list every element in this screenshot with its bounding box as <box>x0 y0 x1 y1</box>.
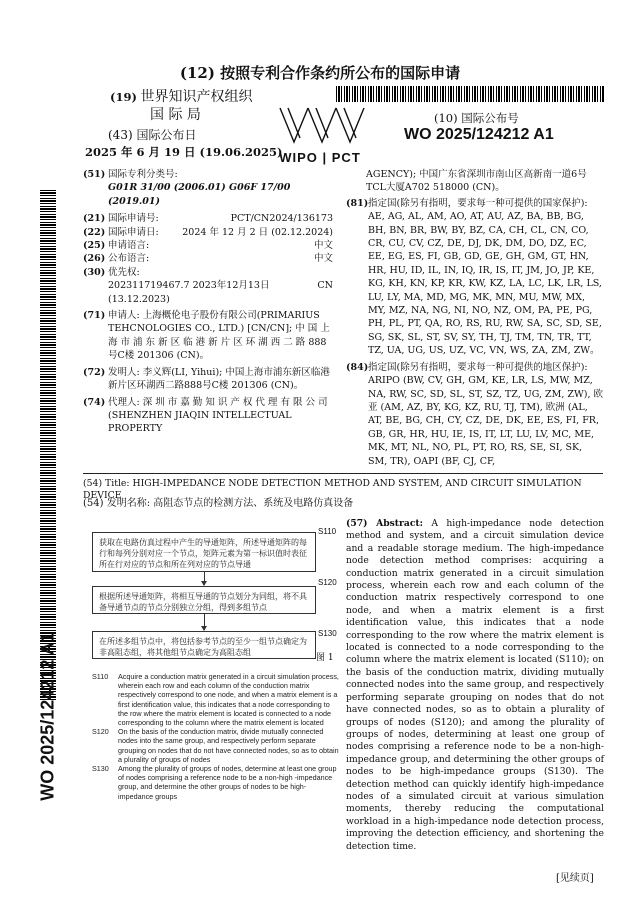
field-22: (22) 国际申请日: 2024 年 12 月 2 日 (02.12.2024) <box>83 226 333 238</box>
legend-item: S120 On the basis of the conduction matrix, divide mutually connected nodes into the same group, and respectively perform separate grouping on nodes that do not have connected nodes, so as to obtain a plurality of groups of nodes <box>92 727 339 764</box>
top-barcode <box>336 86 604 102</box>
pubdate: 2025 年 6 月 19 日 (19.06.2025) <box>85 145 283 159</box>
left-column <box>83 168 333 436</box>
field-72: (72) 发明人: 李义辉(LI, Yihui); 中国上海市浦东新区临港新片区环湖西二路888号C楼 201306 (CN)。 <box>83 366 330 392</box>
right-column <box>346 168 604 468</box>
field-74: (74) 代理人: 深 圳 市 嘉 勤 知 识 产 权 代 理 有 限 公 司 (SHENZHEN JIAQIN INTELLECTUAL PROPERTY <box>83 396 328 435</box>
org-name: 世界知识产权组织 <box>140 89 253 105</box>
flow-arrow <box>204 614 205 630</box>
org-sub: 国 际 局 <box>150 107 201 123</box>
title-54-zh: (54) 发明名称: 高阻态节点的检测方法、系统及电路仿真设备 <box>83 498 354 509</box>
legend-item: S110 Acquire a conduction matrix generated in a circuit simulation process, wherein each row and each column of the conduction matrix respectively correspond to one node, and when a matrix element is a first identification value, this indicates that a node corresponding to the row where the matrix element is located is connected to a node corresponding to the column where the matrix element is located <box>92 672 339 728</box>
pubno-label: (10) 国际公布号 <box>434 111 519 125</box>
title-54-en: (54) Title: HIGH-IMPEDANCE NODE DETECTION METHOD AND SYSTEM, AND CIRCUIT SIMULATION DEVICE <box>83 478 582 501</box>
abstract <box>346 518 604 853</box>
step-label-s120: S120 <box>318 578 337 587</box>
field-81: (81) 指定国(除另有指明，要求每一种可提供的国家保护): AE, AG, AL, AM, AO, AT, AU, AZ, BA, BB, BG, BH, BN, BR, BW, BY, BZ, CA, CH, CL, CN, CO, CR, CU, CV, CZ, DE, DJ, DK, DM, DO, DZ, EC, EE, EG, ES, FI, GB, GD, GE, GH, GM, GT, HN, HR, HU, ID, IL, IN, IQ, IR, IS, IT, JM, JO, JP, KE, KG, KH, KN, KP, KR, KW, KZ, LA, LC, LK, LR, LS, LU, LY, MA, MD, MG, MK, MN, MU, MW, MX, MY, MZ, NA, NG, NI, NO, NZ, OM, PA, PE, PG, PH, PL, PT, QA, RO, RS, RU, RW, SA, SC, SD, SE, SG, SK, SL, ST, SV, SY, TH, TJ, TM, TN, TR, TT, TZ, UA, UG, US, UZ, VC, VN, WS, ZA, ZM, ZW。 <box>346 197 602 357</box>
step-label-s110: S110 <box>318 527 337 536</box>
flow-arrow <box>204 572 205 585</box>
step-box-s110: 获取在电路仿真过程中产生的导通矩阵，所述导通矩阵的每行和每列分别对应一个节点，矩阵元素为第一标识值时表征所在行对应的节点和所在列对应的节点导通 <box>92 532 316 572</box>
wipo-emblem-icon <box>272 102 368 146</box>
figure-legend <box>92 672 340 801</box>
abstract-text: A high-impedance node detection method and system, and a circuit simulation device and a readable storage medium. The high-impedance node detection method comprises: acquiring a conduction matrix generated in a circuit simulation process, wherein each row and each column of the conduction matrix respectively correspond to one node, and when a matrix element is a first identification value, this indicates that a node corresponding to the row where the matrix element is located is connected to a node corresponding to the column where the matrix element is located (S110); on the basis of the conduction matrix, dividing mutually connected nodes into the same group, and respectively performing separate grouping on nodes that do not have connected nodes, so as to obtain a plurality of groups of nodes (S120); and among the plurality of groups of nodes, determining at least one group of nodes comprising a reference node to be a non-high-impedance group, and determining the other groups of nodes to be high-impedance groups (S130). The detection method can quickly identify high-impedance nodes of a simulated circuit at various simulation moments, thereby reducing the computational workload in a high-impedance node detection process, improving the detection efficiency, and shortening the detection time. <box>346 518 605 852</box>
document-title: (12) 按照专利合作条约所公布的国际申请 <box>179 64 461 82</box>
step-box-s130: 在所述多组节点中，将包括参考节点的至少一组节点确定为非高阻态组，将其他组节点确定为高阻态组 <box>92 631 316 659</box>
field-84: (84) 指定国(除另有指明，要求每一种可提供的地区保护): ARIPO (BW, CV, GH, GM, KE, LR, LS, MW, MZ, NA, RW, SC, SD, SL, ST, SZ, TZ, UG, ZM, ZW), 欧亚 (AM, AZ, BY, KG, KZ, RU, TJ, TM), 欧洲 (AL, AT, BE, BG, CH, CY, CZ, DE, DK, EE, ES, FI, FR, GB, GR, HR, HU, IE, IS, IT, LT, LU, LV, MC, ME, MK, MT, NL, NO, PL, PT, RO, RS, SE, SI, SK, SM, TR), OAPI (BF, CJ, CF, <box>346 361 604 467</box>
field-25: (25) 申请语言: 中文 <box>83 240 333 252</box>
field-30: (30) 优先权: <box>83 266 140 278</box>
field-71: (71) 申请人: 上海概伦电子股份有限公司(PRIMARIUS TEHCNOLOGIES CO., LTD.) [CN/CN]; 中 国 上 海 市 浦 东 新 区 临 港 新 片 区 环 湖 西 二 路 888 号C楼 201306 (CN)。 <box>83 310 330 362</box>
step-box-s120: 根据所述导通矩阵，将相互导通的节点划分为同组，将不具备导通节点的节点分别独立分组，得到多组节点 <box>92 586 316 614</box>
legend-item: S130 Among the plurality of groups of nodes, determine at least one group of nodes comprising a reference node to be a non-high -impedance group, and determine the other groups of nodes to be high-impedance groups <box>92 764 337 801</box>
wipo-logo <box>272 102 368 165</box>
agency-continued: AGENCY); 中国广东省深圳市南山区高新南一道6号TCL大厦A702 518000 (CN)。 <box>366 169 587 194</box>
field-26: (26) 公布语言: 中文 <box>83 253 333 265</box>
priority-row: 202311719467.7 2023年12月13日 (13.12.2023) CN <box>108 280 333 305</box>
field-21: (21) 国际申请号: PCT/CN2024/136173 <box>83 213 333 225</box>
figure-caption: 图 1 <box>316 653 334 663</box>
abstract-label: (57) Abstract: <box>346 518 424 529</box>
pubno: WO 2025/124212 A1 <box>404 126 554 143</box>
step-label-s130: S130 <box>318 629 337 638</box>
ipc-codes: G01R 31/00 (2006.01) G06F 17/00 (2019.01) <box>108 182 291 207</box>
field-51: (51) 国际专利分类号: <box>83 169 178 180</box>
vertical-pubno: WO 2025/124212 A1 <box>37 632 58 801</box>
org-num: (19) <box>110 90 137 104</box>
pubdate-label: (43) 国际公布日 <box>108 128 197 142</box>
logo-text: WIPO | PCT <box>279 150 361 165</box>
org-block <box>110 86 253 106</box>
continued-note: [见续页] <box>556 873 594 884</box>
separator-line <box>83 473 603 474</box>
